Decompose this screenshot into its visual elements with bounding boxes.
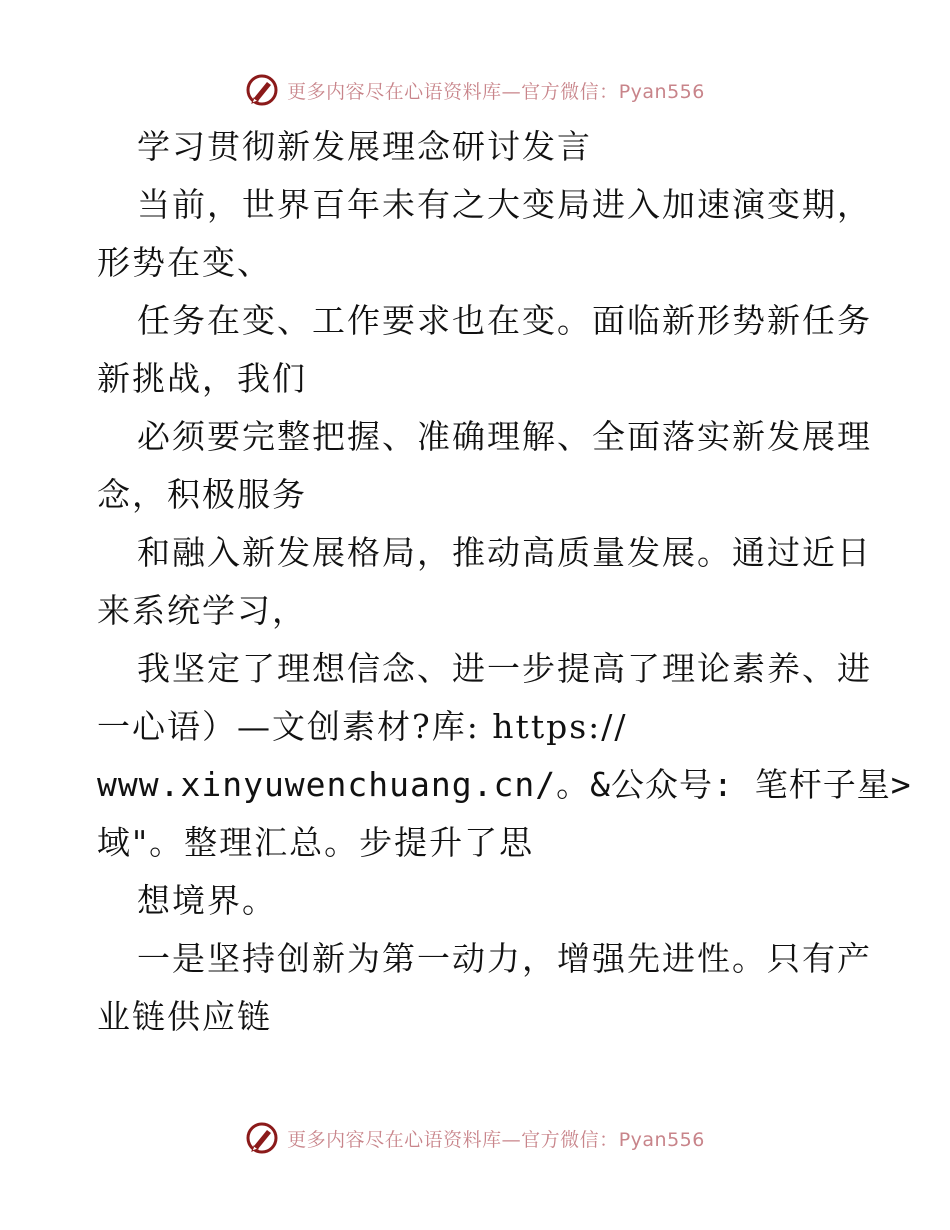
- pen-logo-icon: [245, 73, 279, 107]
- document-line: 当前，世界百年未有之大变局进入加速演变期，: [137, 185, 872, 224]
- banner-text: [287, 77, 705, 104]
- document-line: 我坚定了理想信念、进一步提高了理论素养、进: [137, 649, 872, 688]
- document-line: 必须要完整把握、准确理解、全面落实新发展理: [137, 417, 872, 456]
- pen-logo-icon: [245, 1121, 279, 1155]
- banner-account: Pyan556: [618, 1128, 705, 1151]
- document-line: 任务在变、工作要求也在变。面临新形势新任务: [137, 301, 872, 340]
- banner-label: 官方微信：: [521, 1128, 619, 1151]
- document-line: 一是坚持创新为第一动力，增强先进性。只有产: [137, 939, 872, 978]
- document-line: 业链供应链: [97, 997, 272, 1036]
- header-banner: [0, 70, 950, 110]
- banner-main: 更多内容尽在心语资料库: [287, 1128, 502, 1151]
- banner-dash: —: [501, 80, 522, 103]
- banner-label: 官方微信：: [521, 80, 619, 103]
- banner-text: [287, 1125, 705, 1152]
- document-line: 念，积极服务: [97, 475, 307, 514]
- banner-main: 更多内容尽在心语资料库: [287, 80, 502, 103]
- document-line: 学习贯彻新发展理念研讨发言: [137, 127, 592, 166]
- document-line: 新挑战，我们: [97, 359, 307, 398]
- document-line: 来系统学习，: [97, 591, 307, 630]
- banner-dash: —: [501, 1128, 522, 1151]
- banner-account: Pyan556: [618, 80, 705, 103]
- document-line: 形势在变、: [97, 243, 272, 282]
- document-line: www.xinyuwenchuang.cn/。&公众号: 笔杆子星>: [97, 765, 912, 804]
- document-line: 一心语）—文创素材?库: https://: [97, 707, 628, 746]
- footer-banner: [0, 1118, 950, 1158]
- document-line: 和融入新发展格局，推动高质量发展。通过近日: [137, 533, 872, 572]
- document-line: 域"。整理汇总。步提升了思: [97, 823, 535, 862]
- document-body: [97, 118, 912, 1046]
- document-line: 想境界。: [137, 881, 277, 920]
